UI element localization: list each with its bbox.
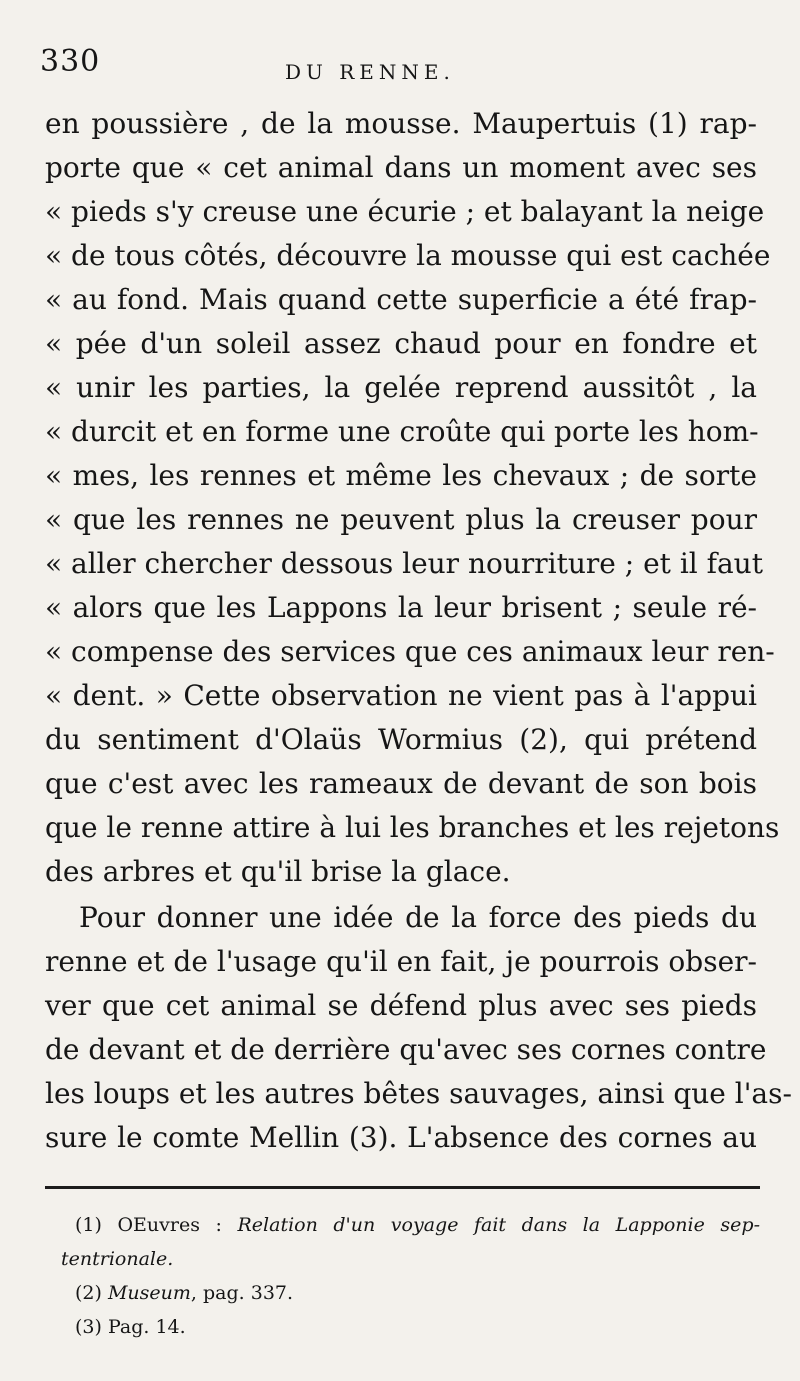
footnote-1-title-end: tentrionale. — [61, 1248, 174, 1270]
text-line: Pour donner une idée de la force des pieds du — [79, 901, 757, 934]
text-line: des arbres et qu'il brise la glace. — [45, 855, 511, 888]
text-line: porte que « cet animal dans un moment avec ses — [45, 151, 757, 184]
text-line: « aller chercher dessous leur nourriture ; et il faut — [45, 547, 763, 580]
text-line: « que les rennes ne peuvent plus la creuser pour — [45, 503, 757, 536]
footnote-1-continuation — [45, 1242, 760, 1276]
text-line: « compense des services que ces animaux leur ren- — [45, 635, 775, 668]
text-line: « durcit et en forme une croûte qui porte les hom- — [45, 415, 759, 448]
text-line: les loups et les autres bêtes sauvages, ainsi que l'as- — [45, 1077, 792, 1110]
text-line: « de tous côtés, découvre la mousse qui est cachée — [45, 239, 771, 272]
text-line: du sentiment d'Olaüs Wormius (2), qui prétend — [45, 723, 757, 756]
text-line: « alors que les Lappons la leur brisent ; seule ré- — [45, 591, 757, 624]
text-line: « dent. » Cette observation ne vient pas à l'appui — [45, 679, 757, 712]
footnote-1-title: Relation d'un voyage fait dans la Lapponie sep- — [237, 1214, 760, 1236]
text-line: « au fond. Mais quand cette superficie a été frap- — [45, 283, 757, 316]
footnotes — [45, 1208, 760, 1344]
footnote-1 — [45, 1208, 760, 1242]
text-line: « unir les parties, la gelée reprend aussitôt , la — [45, 371, 757, 404]
text-line: renne et de l'usage qu'il en fait, je pourrois obser- — [45, 945, 757, 978]
text-line: en poussière , de la mousse. Maupertuis (1) rap- — [45, 107, 757, 140]
footnote-3: (3) Pag. 14. — [75, 1316, 186, 1338]
footnote-2-title: Museum — [107, 1282, 191, 1304]
footnote-2-marker: (2) — [75, 1282, 102, 1304]
text-line: « pieds s'y creuse une écurie ; et balayant la neige — [45, 195, 765, 228]
text-line: ver que cet animal se défend plus avec ses pieds — [45, 989, 757, 1022]
footnote-rule — [45, 1186, 760, 1189]
text-line: « mes, les rennes et même les chevaux ; de sorte — [45, 459, 757, 492]
text-line: que le renne attire à lui les branches et les rejetons — [45, 811, 780, 844]
main-text — [45, 102, 792, 1160]
text-line: sure le comte Mellin (3). L'absence des cornes au — [45, 1121, 757, 1154]
running-head: DU RENNE. — [285, 60, 455, 84]
footnote-2 — [45, 1276, 760, 1310]
text-line: « pée d'un soleil assez chaud pour en fondre et — [45, 327, 757, 360]
footnote-1-marker: (1) OEuvres : — [75, 1214, 222, 1236]
text-line: de devant et de derrière qu'avec ses cornes contre — [45, 1033, 767, 1066]
footnote-2-page: , pag. 337. — [190, 1282, 294, 1304]
page-number: 330 — [40, 44, 101, 79]
text-line: que c'est avec les rameaux de devant de son bois — [45, 767, 757, 800]
